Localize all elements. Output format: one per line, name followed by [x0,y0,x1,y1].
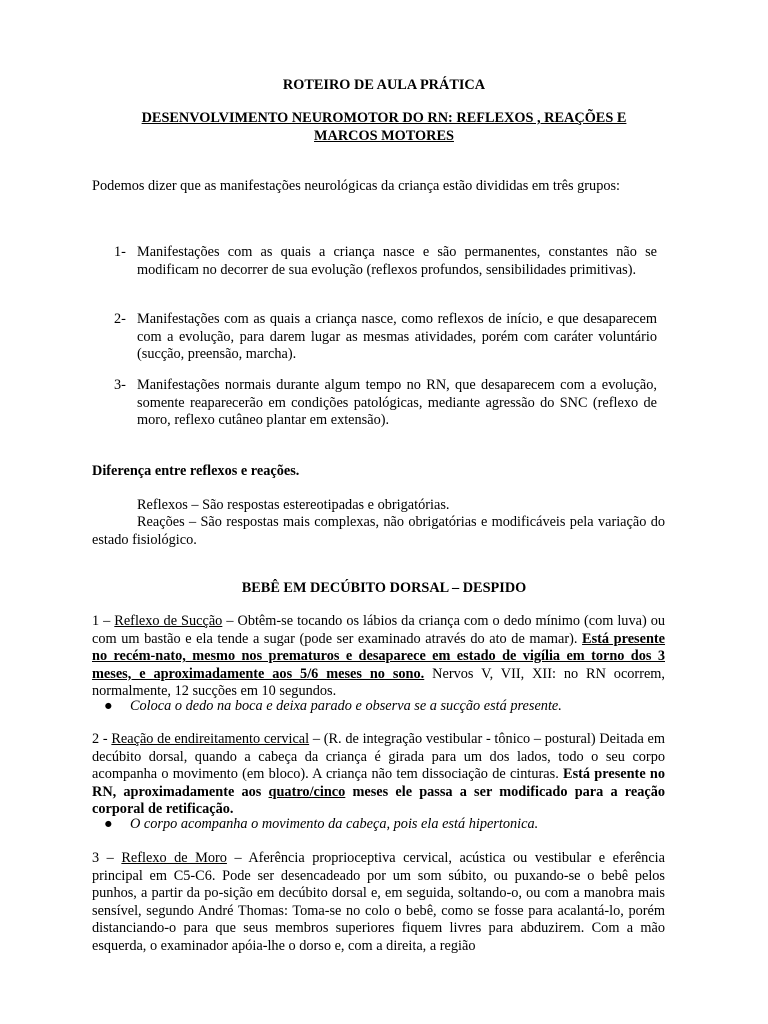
list-text: Manifestações com as quais a criança nasce e são permanentes, constantes não se modificam no decorrer de sua evolução (reflexos profundos, sensibilidades primitivas). [137,244,657,278]
item-text: – Aferência proprioceptiva cervical, acústica ou vestibular e eferência principal em C5-C6. Pode ser desencadeado por um som súbito, ou puxando-se o bebê pelos punhos, a partir da po-sição em decúbito dorsal e, em seguida, soltando-o, ou com a manobra mais sensível, segundo André Thomas: Toma-se no colo o bebê, como se fosse para acalantá-lo, porém distanciando-o para que seus membros superiores fiquem livres para abduzirem. Com a mão esquerda, o examinador apóia-lhe o dorso e, com a direita, a região [92,850,665,954]
bullet-text: Coloca o dedo na boca e deixa parado e observa se a sucção está presente. [130,698,562,714]
bullet-icon: ● [104,816,113,832]
item-highlight: Está presente no RN, aproximadamente aos [92,766,666,800]
item-name: Reação de endireitamento cervical [111,731,310,747]
item-highlight: meses ele passa a ser modificado para a reação corporal de retificação. [92,783,665,817]
list-number: 2- [114,311,126,327]
list-text: Manifestações com as quais a criança nasce, como reflexos de início, e que desaparecem com a evolução, para darem lugar as mesmas atividades, porém com caráter voluntário (sucção, preensão, marcha). [137,311,657,362]
item-prefix: 2 - [92,731,112,747]
item-text: – (R. de integração vestibular - tônico – postural) Deitada em decúbito dorsal, quando a cabeça da criança é girada para um dos lados, todo o seu corpo acompanha o movimento (em bloco). A criança não tem dissociação de cinturas. [92,731,665,782]
reacoes-definition: Reações – São respostas mais complexas, não obrigatórias e modificáveis pela variação do estado fisiológico. [92,514,665,548]
item-text: Nervos V, VII, XII: no RN ocorrem, normalmente, 12 sucções em 10 segundos. [92,665,665,699]
diff-heading: Diferença entre reflexos e reações. [92,463,300,479]
item-reflexo-succao [92,613,665,701]
item-endireitamento-cervical [92,731,665,819]
intro-paragraph: Podemos dizer que as manifestações neurológicas da criança estão divididas em três grupos: [92,178,621,194]
section-heading: BEBÊ EM DECÚBITO DORSAL – DESPIDO [241,580,527,596]
list-number: 3- [114,377,126,393]
subtitle-line-1: DESENVOLVIMENTO NEUROMOTOR DO RN: REFLEXOS , REAÇÕES E [141,110,627,126]
bullet-item [92,816,665,834]
item-prefix: 1 – [92,613,115,629]
list-text: Manifestações normais durante algum tempo no RN, que desaparecem com a evolução, somente reaparecerão em condições patológicas, mediante agressão do SNC (reflexo de moro, reflexo cutâneo plantar em extensão). [137,377,657,428]
list-number: 1- [114,244,126,260]
subtitle-line-2: MARCOS MOTORES [314,127,454,144]
list-item [92,377,665,432]
bullet-item [92,698,665,716]
item-reflexo-moro [92,850,665,955]
item-prefix: 3 – [92,850,122,866]
bullet-icon: ● [104,698,113,714]
document-title: ROTEIRO DE AULA PRÁTICA [282,77,486,93]
bullet-text: O corpo acompanha o movimento da cabeça, pois ela está hipertonica. [130,816,539,832]
item-text: – Obtêm-se tocando os lábios da criança com o dedo mínimo (com luva) ou com um bastão e ela tende a sugar (pode ser examinado através do ato de mamar). [92,613,666,647]
item-highlight-underlined: quatro/cinco [268,783,346,800]
list-item [92,311,665,366]
reflexos-definition: Reflexos – São respostas estereotipadas e obrigatórias. [137,497,450,513]
document-subtitle [92,110,676,145]
item-highlight: Está presente no recém-nato, mesmo nos prematuros e desaparece em estado de vigília em torno dos 3 meses, e aproximadamente aos 5/6 meses no sono. [92,630,666,682]
item-name: Reflexo de Sucção [114,613,223,629]
list-item [92,244,665,299]
item-name: Reflexo de Moro [121,850,227,866]
